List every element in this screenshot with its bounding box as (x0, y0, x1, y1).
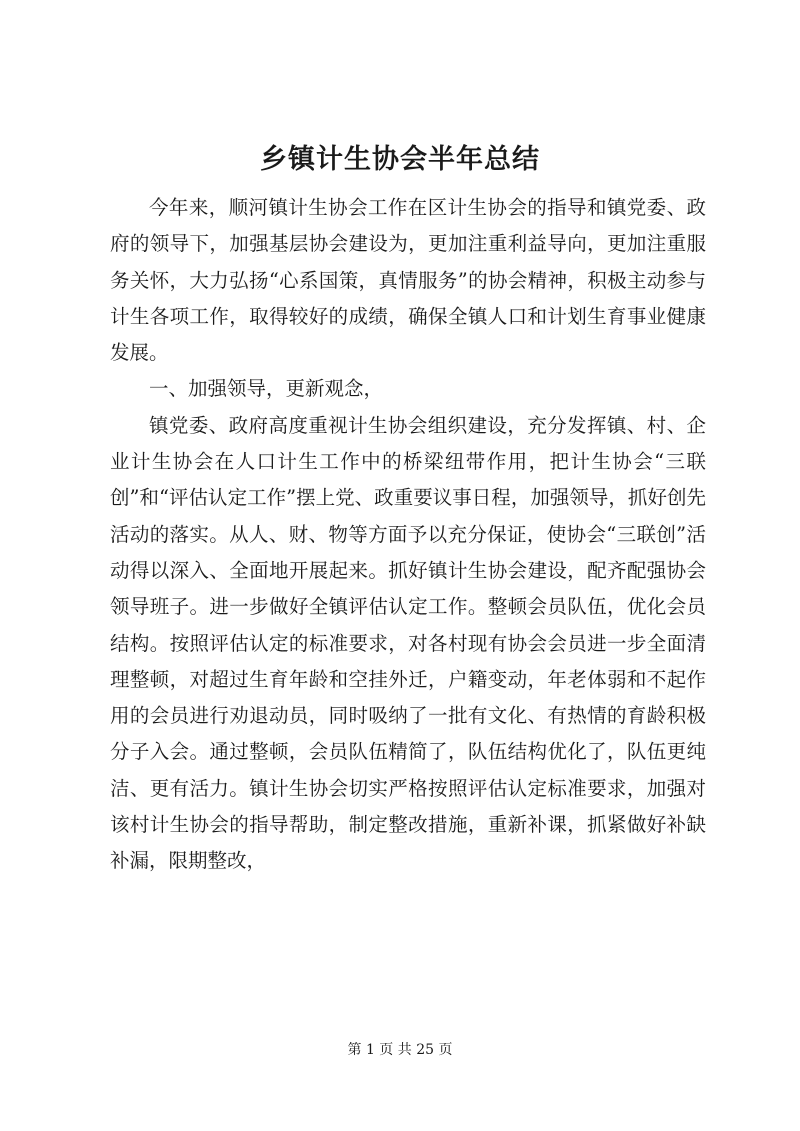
section-heading: 一、加强领导，更新观念， (149, 377, 384, 401)
document-body (110, 190, 706, 880)
paragraph-intro: 今年来，顺河镇计生协会工作在区计生协会的指导和镇党委、政府的领导下，加强基层协会建设为，更加注重利益导向，更加注重服务关怀，大力弘扬“心系国策，真情服务”的协会精神，积极主动参与计生各项工作，取得较好的成绩，确保全镇人口和计划生育事业健康发展。 (110, 196, 706, 365)
document-title: 乡镇计生协会半年总结 (260, 144, 540, 175)
paragraph-body: 镇党委、政府高度重视计生协会组织建设，充分发挥镇、村、企业计生协会在人口计生工作中的桥梁纽带作用，把计生协会“三联创”和“评估认定工作”摆上党、政重要议事日程，加强领导，抓好创先活动的落实。从人、财、物等方面予以充分保证，使协会“三联创”活动得以深入、全面地开展起来。抓好镇计生协会建设，配齐配强协会领导班子。进一步做好全镇评估认定工作。整顿会员队伍，优化会员结构。按照评估认定的标准要求，对各村现有协会会员进一步全面清理整顿，对超过生育年龄和空挂外迁，户籍变动，年老体弱和不起作用的会员进行劝退动员，同时吸纳了一批有文化、有热情的育龄积极分子入会。通过整顿，会员队伍精简了，队伍结构优化了，队伍更纯洁、更有活力。镇计生协会切实严格按照评估认定标准要求，加强对该村计生协会的指导帮助，制定整改措施，重新补课，抓紧做好补缺补漏，限期整改， (110, 413, 706, 873)
page-number: 第 1 页 共 25 页 (347, 1042, 453, 1058)
